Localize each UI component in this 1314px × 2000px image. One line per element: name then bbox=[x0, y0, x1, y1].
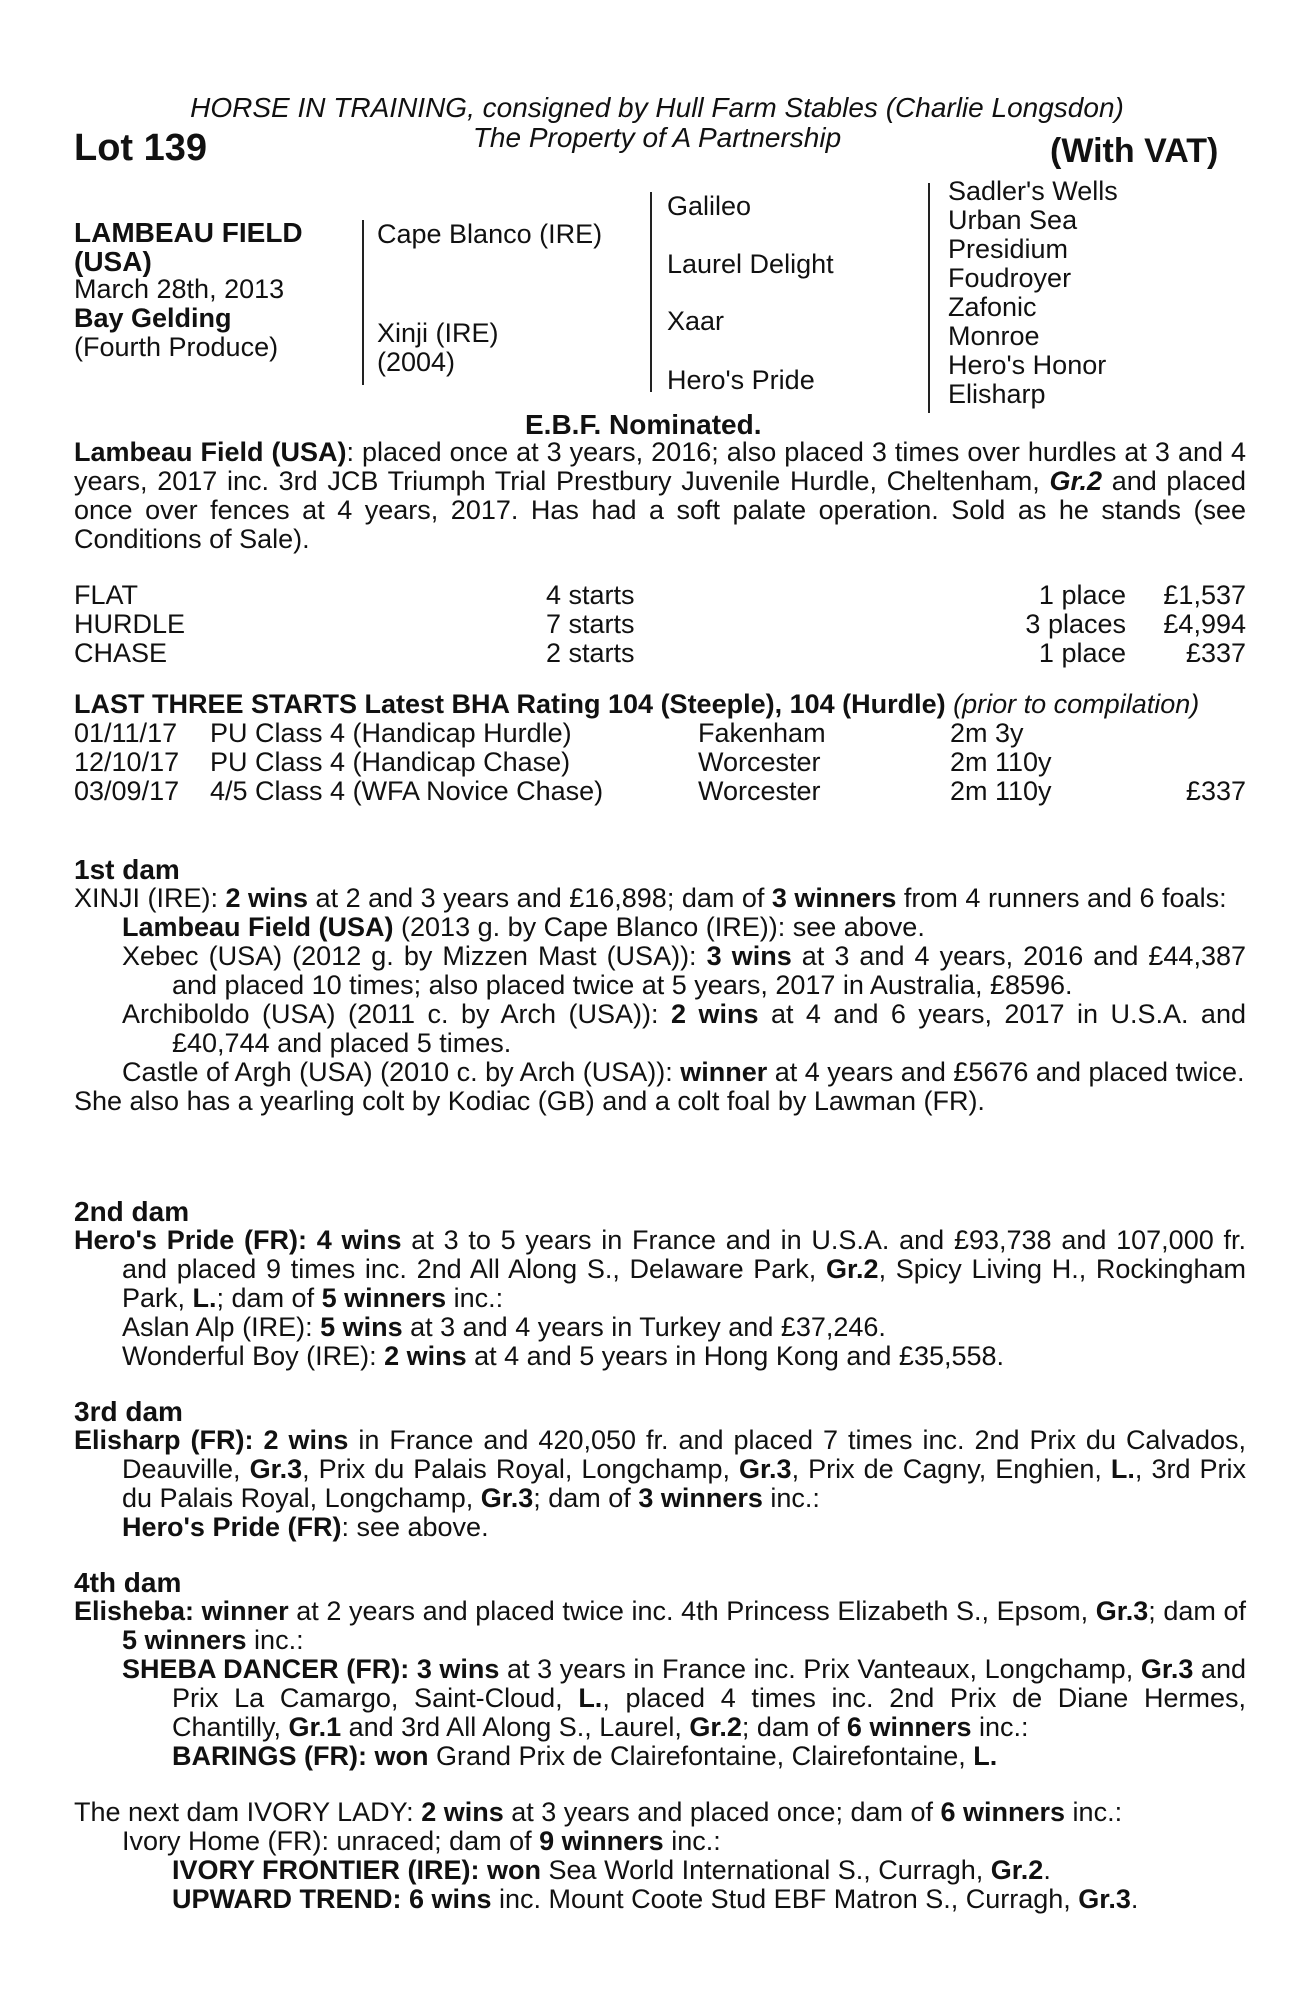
record-places: 1 place bbox=[1038, 580, 1126, 610]
horse-produce: (Fourth Produce) bbox=[74, 332, 279, 362]
consignor-line: HORSE IN TRAINING, consigned by Hull Farm Stables (Charlie Longsdon) bbox=[190, 92, 1124, 123]
pedigree-ggp-5: Zafonic bbox=[948, 292, 1037, 322]
produce-entry: Lambeau Field (USA) (2013 g. by Cape Blanco (IRE)): see above. bbox=[122, 912, 925, 942]
pedigree-divider-3 bbox=[928, 183, 930, 413]
start-row bbox=[74, 748, 1246, 777]
summary-text-1: : placed once at 3 years, 2016; also placed 3 times over hurdles at 3 and 4 years, 2017 inc. 3rd JCB Triumph Trial Prestbury Juvenile Hurdle, Cheltenham, bbox=[74, 437, 1247, 496]
pedigree-ggp-4: Foudroyer bbox=[948, 263, 1072, 293]
pedigree-dam-year: (2004) bbox=[377, 347, 456, 377]
pedigree-dam: Xinji (IRE) bbox=[377, 318, 499, 348]
horse-sex: Bay Gelding bbox=[74, 303, 232, 333]
record-places: 3 places bbox=[1025, 609, 1126, 639]
pedigree-ggp-2: Urban Sea bbox=[948, 205, 1078, 235]
record-type: CHASE bbox=[74, 638, 168, 668]
first-dam-section bbox=[74, 855, 1246, 1116]
start-row bbox=[74, 719, 1246, 748]
third-dam-entry: Elisharp (FR): 2 wins in France and 420,050 fr. and placed 7 times inc. 2nd Prix du Calvados, Deauville, Gr.3, Prix du Palais Royal, Longchamp, Gr.3, Prix de Cagny, Enghien, L., 3rd Prix du Palais Royal, Longchamp, Gr.3; dam of 3 winners inc.: bbox=[74, 1425, 1247, 1513]
record-row bbox=[74, 581, 1246, 610]
record-type: FLAT bbox=[74, 580, 139, 610]
start-prize bbox=[1150, 748, 1246, 777]
start-date: 12/10/17 bbox=[74, 747, 180, 777]
produce-entry: BARINGS (FR): won Grand Prix de Clairefontaine, Clairefontaine, L. bbox=[172, 1741, 998, 1771]
racing-record bbox=[74, 581, 1246, 668]
record-type: HURDLE bbox=[74, 609, 186, 639]
start-result: 4/5 Class 4 (WFA Novice Chase) bbox=[210, 776, 604, 806]
second-dam-heading: 2nd dam bbox=[74, 1196, 190, 1227]
property-line: The Property of A Partnership bbox=[472, 122, 842, 153]
record-starts: 7 starts bbox=[546, 609, 635, 639]
lot-number: Lot 139 bbox=[74, 127, 208, 169]
start-result: PU Class 4 (Handicap Chase) bbox=[210, 747, 571, 777]
pedigree-ggp-7: Hero's Honor bbox=[948, 350, 1107, 380]
pedigree-gp-1: Galileo bbox=[667, 191, 752, 221]
start-result: PU Class 4 (Handicap Hurdle) bbox=[210, 718, 572, 748]
summary-horse-name: Lambeau Field (USA) bbox=[74, 437, 347, 467]
pedigree-gp-4: Hero's Pride bbox=[667, 365, 815, 395]
produce-entry: IVORY FRONTIER (IRE): won Sea World International S., Curragh, Gr.2. bbox=[172, 1855, 1051, 1885]
horse-dob: March 28th, 2013 bbox=[74, 274, 285, 304]
record-row bbox=[74, 610, 1246, 639]
start-distance: 2m 3y bbox=[950, 718, 1024, 748]
pedigree-gp-2: Laurel Delight bbox=[667, 249, 834, 279]
fourth-dam-entry: Elisheba: winner at 2 years and placed twice inc. 4th Princess Elizabeth S., Epsom, Gr.3; dam of 5 winners inc.: bbox=[74, 1596, 1247, 1655]
start-prize: £337 bbox=[1185, 776, 1246, 806]
produce-entry: Archiboldo (USA) (2011 c. by Arch (USA)): 2 wins at 4 and 6 years, 2017 in U.S.A. and £40,744 and placed 5 times. bbox=[122, 999, 1246, 1058]
start-course: Worcester bbox=[698, 747, 821, 777]
vat-note: (With VAT) bbox=[1050, 132, 1219, 170]
pedigree-ggp-1: Sadler's Wells bbox=[948, 176, 1118, 206]
start-distance: 2m 110y bbox=[950, 747, 1052, 777]
produce-entry: Aslan Alp (IRE): 5 wins at 3 and 4 years in Turkey and £37,246. bbox=[122, 1312, 886, 1342]
record-starts: 2 starts bbox=[546, 638, 635, 668]
produce-entry: Hero's Pride (FR): see above. bbox=[122, 1512, 489, 1542]
start-prize bbox=[1150, 719, 1246, 748]
produce-entry: Xebec (USA) (2012 g. by Mizzen Mast (USA)): 3 wins at 3 and 4 years, 2016 and £44,387 and placed 10 times; also placed twice at 5 years, 2017 in Australia, £8596. bbox=[122, 941, 1246, 1000]
fourth-dam-section bbox=[74, 1568, 1246, 1771]
produce-entry: UPWARD TREND: 6 wins inc. Mount Coote Stud EBF Matron S., Curragh, Gr.3. bbox=[172, 1884, 1139, 1914]
last-three-heading: LAST THREE STARTS Latest BHA Rating 104 (Steeple), 104 (Hurdle) bbox=[74, 689, 946, 719]
second-dam-entry: Hero's Pride (FR): 4 wins at 3 to 5 years in France and in U.S.A. and £93,738 and 107,000 fr. and placed 9 times inc. 2nd All Along S., Delaware Park, Gr.2, Spicy Living H., Rockingham Park, L.; dam of 5 winners inc.: bbox=[74, 1225, 1246, 1313]
start-distance: 2m 110y bbox=[950, 776, 1052, 806]
fourth-dam-heading: 4th dam bbox=[74, 1567, 182, 1598]
record-starts: 4 starts bbox=[546, 580, 635, 610]
first-dam-note: She also has a yearling colt by Kodiac (GB) and a colt foal by Lawman (FR). bbox=[74, 1086, 985, 1116]
third-dam-section bbox=[74, 1397, 1246, 1542]
third-dam-heading: 3rd dam bbox=[74, 1396, 183, 1427]
first-dam-heading: 1st dam bbox=[74, 854, 180, 885]
pedigree-ggp-list bbox=[948, 177, 1118, 409]
next-dam-section bbox=[74, 1798, 1246, 1914]
start-date: 03/09/17 bbox=[74, 776, 180, 806]
start-date: 01/11/17 bbox=[74, 718, 178, 748]
next-dam-entry: The next dam IVORY LADY: 2 wins at 3 years and placed once; dam of 6 winners inc.: bbox=[74, 1797, 1123, 1827]
pedigree-gp-3: Xaar bbox=[667, 306, 725, 336]
produce-entry: SHEBA DANCER (FR): 3 wins at 3 years in France inc. Prix Vanteaux, Longchamp, Gr.3 and Prix La Camargo, Saint-Cloud, L., placed 4 times inc. 2nd Prix de Diane Hermes, Chantilly, Gr.1 and 3rd All Along S., Laurel, Gr.2; dam of 6 winners inc.: bbox=[122, 1654, 1247, 1742]
last-three-note: (prior to compilation) bbox=[945, 689, 1200, 719]
summary-text-2: and placed once over fences at 4 years, 2017. Has had a soft palate operation. Sold as he stands (see Conditions of Sale). bbox=[74, 466, 1247, 554]
pedigree-divider-2 bbox=[650, 192, 652, 392]
start-course: Fakenham bbox=[698, 718, 826, 748]
start-row bbox=[74, 777, 1246, 806]
last-three-starts bbox=[74, 690, 1246, 806]
pedigree-ggp-8: Elisharp bbox=[948, 379, 1046, 409]
produce-entry: Ivory Home (FR): unraced; dam of 9 winners inc.: bbox=[122, 1826, 721, 1856]
pedigree-ggp-3: Presidium bbox=[948, 234, 1069, 264]
pedigree-sire: Cape Blanco (IRE) bbox=[377, 219, 603, 249]
start-course: Worcester bbox=[698, 776, 821, 806]
ebf-nominated: E.B.F. Nominated. bbox=[525, 409, 762, 440]
pedigree-divider-1 bbox=[362, 220, 364, 385]
record-places: 1 place bbox=[1038, 638, 1126, 668]
record-prize: £4,994 bbox=[1163, 609, 1246, 639]
pedigree-ggp-6: Monroe bbox=[948, 321, 1040, 351]
summary-paragraph bbox=[74, 438, 1246, 554]
first-dam-entry: XINJI (IRE): 2 wins at 2 and 3 years and £16,898; dam of 3 winners from 4 runners and 6 foals: bbox=[74, 883, 1227, 913]
second-dam-section bbox=[74, 1197, 1246, 1371]
record-prize: £1,537 bbox=[1163, 580, 1246, 610]
record-row bbox=[74, 639, 1246, 668]
record-prize: £337 bbox=[1185, 638, 1246, 668]
produce-entry: Castle of Argh (USA) (2010 c. by Arch (USA)): winner at 4 years and £5676 and placed twice. bbox=[122, 1057, 1245, 1087]
summary-grade: Gr.2 bbox=[1049, 466, 1103, 496]
produce-entry: Wonderful Boy (IRE): 2 wins at 4 and 5 years in Hong Kong and £35,558. bbox=[122, 1341, 1005, 1371]
horse-name: LAMBEAU FIELD (USA) bbox=[74, 217, 303, 277]
